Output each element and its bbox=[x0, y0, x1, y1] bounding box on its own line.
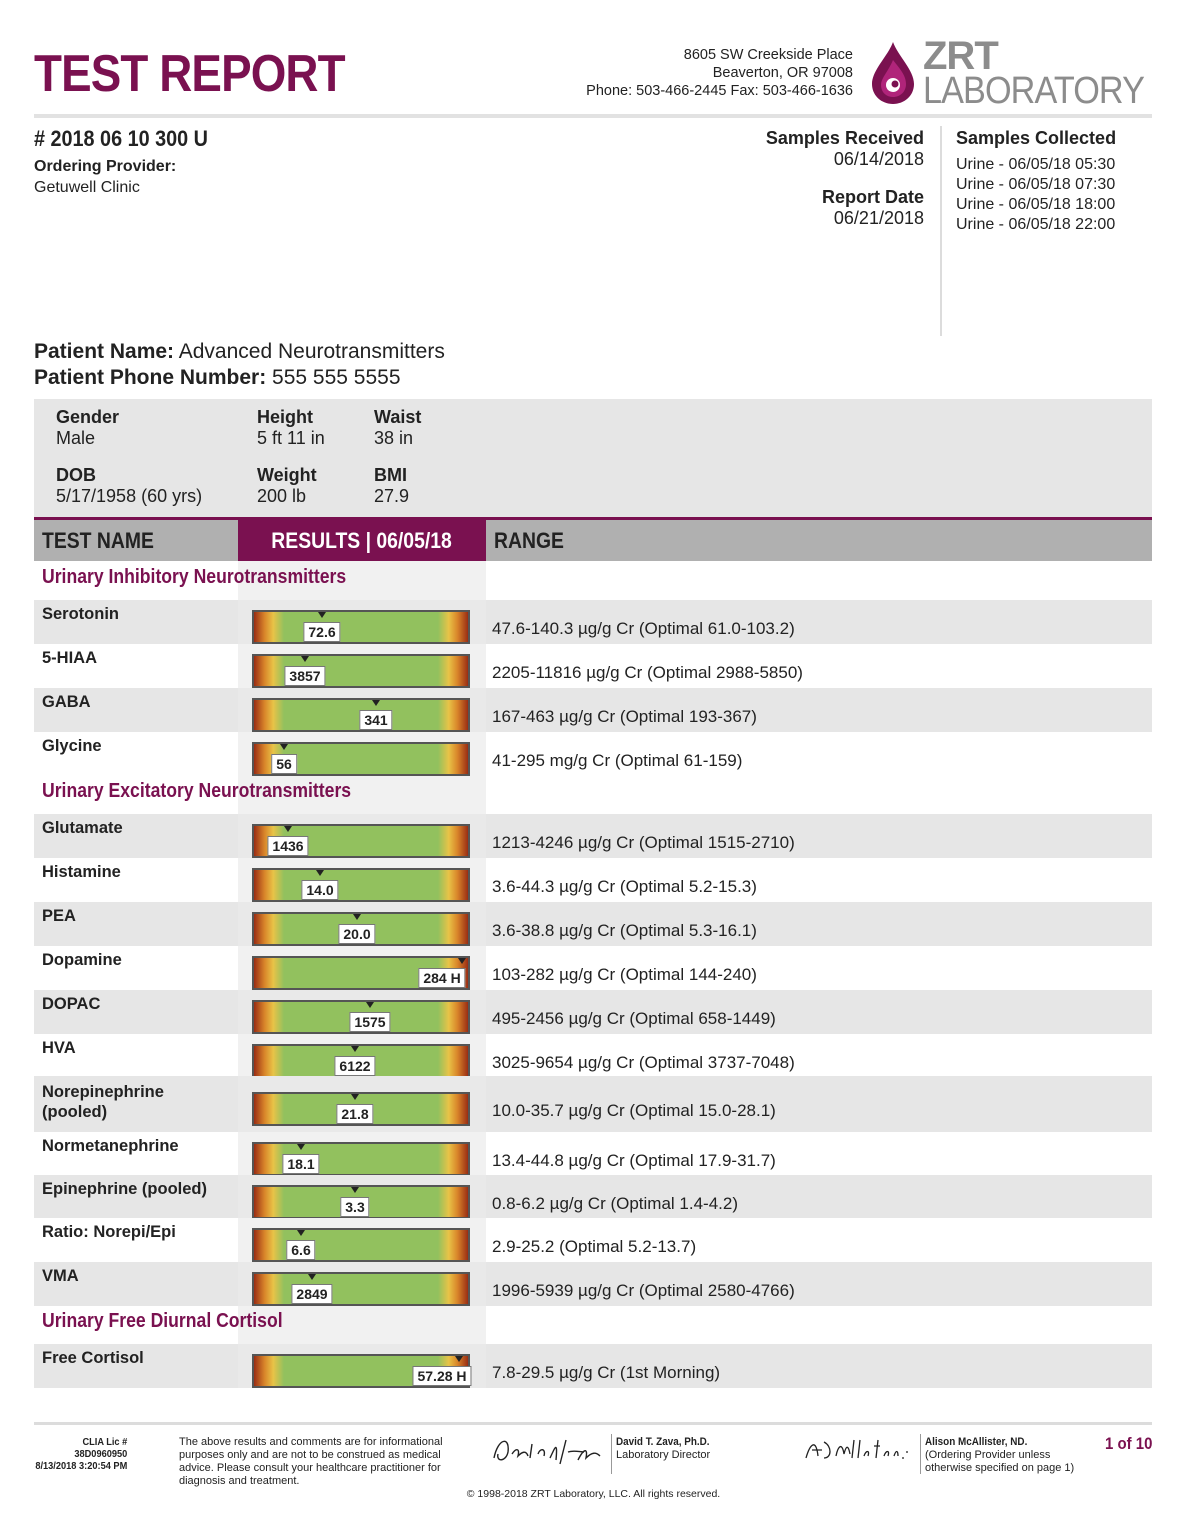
samples-received-date: 06/14/2018 bbox=[833, 149, 924, 169]
section-title: Urinary Inhibitory Neurotransmitters bbox=[42, 566, 347, 588]
table-row bbox=[34, 1034, 1152, 1078]
reference-range: 167-463 µg/g Cr (Optimal 193-367) bbox=[492, 707, 757, 726]
result-marker-icon bbox=[318, 612, 326, 618]
signature-divider bbox=[920, 1434, 921, 1474]
logo-laboratory-text: LABORATORY bbox=[923, 70, 1144, 112]
table-row bbox=[34, 1076, 1152, 1132]
weight-field bbox=[257, 465, 317, 507]
phone-fax: Phone: 503-466-2445 Fax: 503-466-1636 bbox=[586, 83, 853, 99]
reference-range: 7.8-29.5 µg/g Cr (1st Morning) bbox=[492, 1363, 721, 1382]
height-field bbox=[257, 407, 325, 449]
result-value: 21.8 bbox=[336, 1104, 373, 1124]
reference-range: 1213-4246 µg/g Cr (Optimal 1515-2710) bbox=[492, 833, 795, 852]
provider-note: (Ordering Provider unless otherwise specified on page 1) bbox=[925, 1449, 1075, 1474]
weight-label: Weight bbox=[257, 465, 317, 485]
test-name: DOPAC bbox=[42, 995, 101, 1013]
test-name: GABA bbox=[42, 693, 91, 711]
test-name: VMA bbox=[42, 1267, 79, 1285]
result-marker-icon bbox=[297, 1144, 305, 1150]
result-bar bbox=[252, 654, 470, 688]
address-line1: 8605 SW Creekside Place bbox=[683, 47, 853, 63]
result-value: 14.0 bbox=[301, 880, 338, 900]
table-row bbox=[34, 946, 1152, 990]
table-row bbox=[34, 644, 1152, 688]
address-line2: Beaverton, OR 97008 bbox=[712, 65, 853, 81]
director-name: David T. Zava, Ph.D. bbox=[616, 1436, 710, 1448]
result-bar bbox=[252, 956, 470, 990]
page-number: 1 of 10 bbox=[1105, 1434, 1153, 1453]
table-row bbox=[34, 1262, 1152, 1306]
table-row bbox=[34, 688, 1152, 732]
lab-address bbox=[586, 46, 853, 100]
test-name: Ratio: Norepi/Epi bbox=[42, 1223, 176, 1241]
waist-field bbox=[374, 407, 421, 449]
result-bar bbox=[252, 1228, 470, 1262]
test-name: Epinephrine (pooled) bbox=[42, 1180, 207, 1198]
result-bar bbox=[252, 824, 470, 858]
result-value: 1436 bbox=[267, 836, 308, 856]
sample-item: Urine - 06/05/18 18:00 bbox=[956, 196, 1116, 213]
result-value: 341 bbox=[359, 710, 392, 730]
samples-received-label: Samples Received bbox=[765, 128, 924, 148]
result-marker-icon bbox=[301, 656, 309, 662]
gender-field bbox=[56, 407, 119, 449]
reference-range: 3.6-38.8 µg/g Cr (Optimal 5.3-16.1) bbox=[492, 921, 757, 940]
test-name: Glycine bbox=[42, 737, 102, 755]
provider-name: Alison McAllister, ND. bbox=[925, 1436, 1028, 1448]
provider-info bbox=[925, 1436, 1075, 1475]
result-marker-icon bbox=[458, 958, 466, 964]
reference-range: 2.9-25.2 (Optimal 5.2-13.7) bbox=[492, 1237, 697, 1256]
height-label: Height bbox=[257, 407, 313, 427]
reference-range: 1996-5939 µg/g Cr (Optimal 2580-4766) bbox=[492, 1281, 795, 1300]
reference-range: 10.0-35.7 µg/g Cr (Optimal 15.0-28.1) bbox=[492, 1101, 776, 1120]
result-bar bbox=[252, 1142, 470, 1176]
weight-value: 200 lb bbox=[257, 486, 307, 506]
reference-range: 495-2456 µg/g Cr (Optimal 658-1449) bbox=[492, 1009, 776, 1028]
result-marker-icon bbox=[308, 1274, 316, 1280]
result-bar bbox=[252, 1354, 470, 1388]
result-bar bbox=[252, 610, 470, 644]
bmi-value: 27.9 bbox=[374, 486, 410, 506]
table-row bbox=[34, 814, 1152, 858]
result-value: 57.28 H bbox=[412, 1366, 471, 1386]
test-name: HVA bbox=[42, 1039, 76, 1057]
result-marker-icon bbox=[284, 826, 292, 832]
result-bar bbox=[252, 1092, 470, 1126]
footer-divider bbox=[34, 1422, 1152, 1425]
bmi-label: BMI bbox=[374, 465, 407, 485]
reference-range: 103-282 µg/g Cr (Optimal 144-240) bbox=[492, 965, 757, 984]
height-value: 5 ft 11 in bbox=[257, 428, 325, 448]
result-marker-icon bbox=[297, 1230, 305, 1236]
result-value: 3.3 bbox=[340, 1197, 369, 1217]
gender-value: Male bbox=[56, 428, 96, 448]
reference-range: 3025-9654 µg/g Cr (Optimal 3737-7048) bbox=[492, 1053, 795, 1072]
reference-range: 2205-11816 µg/g Cr (Optimal 2988-5850) bbox=[492, 663, 803, 682]
result-marker-icon bbox=[316, 870, 324, 876]
disclaimer: The above results and comments are for informational purposes only and are not to be construed as medical advice. Please consult your healthcare practitioner for diagnosis and treatment. bbox=[179, 1436, 443, 1487]
report-date-value: 06/21/2018 bbox=[833, 208, 924, 228]
test-name: Norepinephrine (pooled) bbox=[42, 1083, 164, 1121]
table-row bbox=[34, 1132, 1152, 1175]
section-title: Urinary Excitatory Neurotransmitters bbox=[42, 780, 352, 802]
column-range-label: RANGE bbox=[494, 528, 564, 553]
copyright: © 1998-2018 ZRT Laboratory, LLC. All rights reserved. bbox=[466, 1488, 721, 1500]
reference-range: 13.4-44.8 µg/g Cr (Optimal 17.9-31.7) bbox=[492, 1151, 776, 1170]
result-value: 284 H bbox=[418, 968, 465, 988]
director-signature bbox=[488, 1430, 608, 1470]
table-row bbox=[34, 990, 1152, 1034]
dob-value: 5/17/1958 (60 yrs) bbox=[56, 486, 203, 506]
ordering-provider-label: Ordering Provider: bbox=[34, 158, 177, 175]
result-marker-icon bbox=[455, 1356, 463, 1362]
result-marker-icon bbox=[366, 1002, 374, 1008]
result-value: 3857 bbox=[284, 666, 325, 686]
dob-field bbox=[56, 465, 202, 507]
test-name: Dopamine bbox=[42, 951, 122, 969]
result-bar bbox=[252, 912, 470, 946]
patient-name-value: Advanced Neurotransmitters bbox=[178, 340, 445, 363]
result-value: 6122 bbox=[334, 1056, 375, 1076]
drop-logo-icon bbox=[868, 40, 918, 106]
patient-phone bbox=[34, 366, 401, 390]
result-marker-icon bbox=[280, 744, 288, 750]
print-timestamp: 8/13/2018 3:20:54 PM bbox=[35, 1460, 128, 1472]
zrt-logo bbox=[868, 36, 1153, 112]
report-date-label: Report Date bbox=[821, 187, 924, 207]
test-name: Histamine bbox=[42, 863, 121, 881]
clia-license: CLIA Lic # 38D0960950 bbox=[74, 1436, 128, 1460]
result-bar bbox=[252, 1000, 470, 1034]
column-test-name bbox=[34, 520, 238, 561]
table-row bbox=[34, 732, 1152, 776]
table-row bbox=[34, 1218, 1152, 1262]
result-bar bbox=[252, 868, 470, 902]
reference-range: 0.8-6.2 µg/g Cr (Optimal 1.4-4.2) bbox=[492, 1194, 739, 1213]
reference-range: 41-295 mg/g Cr (Optimal 61-159) bbox=[492, 751, 743, 770]
patient-name bbox=[34, 340, 445, 364]
director-info bbox=[616, 1436, 720, 1462]
table-row bbox=[34, 1344, 1152, 1388]
patient-demographics bbox=[34, 399, 1152, 517]
reference-range: 3.6-44.3 µg/g Cr (Optimal 5.2-15.3) bbox=[492, 877, 757, 896]
clia-info bbox=[34, 1436, 127, 1472]
result-value: 56 bbox=[271, 754, 297, 774]
table-row bbox=[34, 1175, 1152, 1218]
logo-zrt-text: ZRT bbox=[923, 34, 998, 78]
column-range bbox=[486, 520, 1152, 561]
report-title: TEST REPORT bbox=[34, 45, 345, 103]
sample-item: Urine - 06/05/18 22:00 bbox=[956, 216, 1116, 233]
result-bar bbox=[252, 698, 470, 732]
provider-signature bbox=[802, 1432, 914, 1468]
ordering-provider: Getuwell Clinic bbox=[34, 179, 140, 196]
signature-divider bbox=[611, 1434, 612, 1474]
result-value: 1575 bbox=[349, 1012, 390, 1032]
gender-label: Gender bbox=[56, 407, 120, 427]
samples-collected bbox=[956, 128, 1116, 235]
column-results bbox=[238, 520, 486, 561]
result-marker-icon bbox=[353, 914, 361, 920]
result-value: 2849 bbox=[291, 1284, 332, 1304]
sample-item: Urine - 06/05/18 07:30 bbox=[956, 176, 1116, 193]
report-date bbox=[822, 187, 924, 229]
report-number: # 2018 06 10 300 U bbox=[34, 126, 208, 151]
test-name: Normetanephrine bbox=[42, 1137, 179, 1155]
table-row bbox=[34, 902, 1152, 946]
samples-received bbox=[766, 128, 924, 170]
patient-name-label: Patient Name: bbox=[34, 340, 175, 363]
test-name: Serotonin bbox=[42, 605, 119, 623]
test-name: Glutamate bbox=[42, 819, 123, 837]
test-name: Free Cortisol bbox=[42, 1349, 144, 1367]
patient-phone-value: 555 555 5555 bbox=[272, 366, 401, 389]
bmi-field bbox=[374, 465, 409, 507]
info-divider bbox=[940, 126, 942, 336]
samples-collected-label: Samples Collected bbox=[956, 128, 1117, 148]
dob-label: DOB bbox=[56, 465, 96, 485]
column-test-name-label: TEST NAME bbox=[42, 528, 154, 553]
section-title: Urinary Free Diurnal Cortisol bbox=[42, 1310, 283, 1332]
reference-range: 47.6-140.3 µg/g Cr (Optimal 61.0-103.2) bbox=[492, 619, 795, 638]
test-name: 5-HIAA bbox=[42, 649, 98, 667]
table-row bbox=[34, 858, 1152, 902]
director-title: Laboratory Director bbox=[616, 1449, 711, 1461]
result-value: 20.0 bbox=[338, 924, 375, 944]
patient-phone-label: Patient Phone Number: bbox=[34, 366, 267, 389]
waist-value: 38 in bbox=[374, 428, 414, 448]
result-marker-icon bbox=[351, 1187, 359, 1193]
column-results-label: RESULTS | 06/05/18 bbox=[271, 528, 453, 553]
waist-label: Waist bbox=[374, 407, 422, 427]
test-name: PEA bbox=[42, 907, 76, 925]
result-marker-icon bbox=[351, 1094, 359, 1100]
header-divider bbox=[34, 114, 1152, 118]
result-bar bbox=[252, 1185, 470, 1219]
result-value: 6.6 bbox=[286, 1240, 315, 1260]
result-bar bbox=[252, 742, 470, 776]
result-bar bbox=[252, 1044, 470, 1078]
result-value: 18.1 bbox=[282, 1154, 319, 1174]
result-bar bbox=[252, 1272, 470, 1306]
result-marker-icon bbox=[372, 700, 380, 706]
result-value: 72.6 bbox=[303, 622, 340, 642]
table-row bbox=[34, 600, 1152, 644]
sample-item: Urine - 06/05/18 05:30 bbox=[956, 156, 1116, 173]
result-marker-icon bbox=[351, 1046, 359, 1052]
